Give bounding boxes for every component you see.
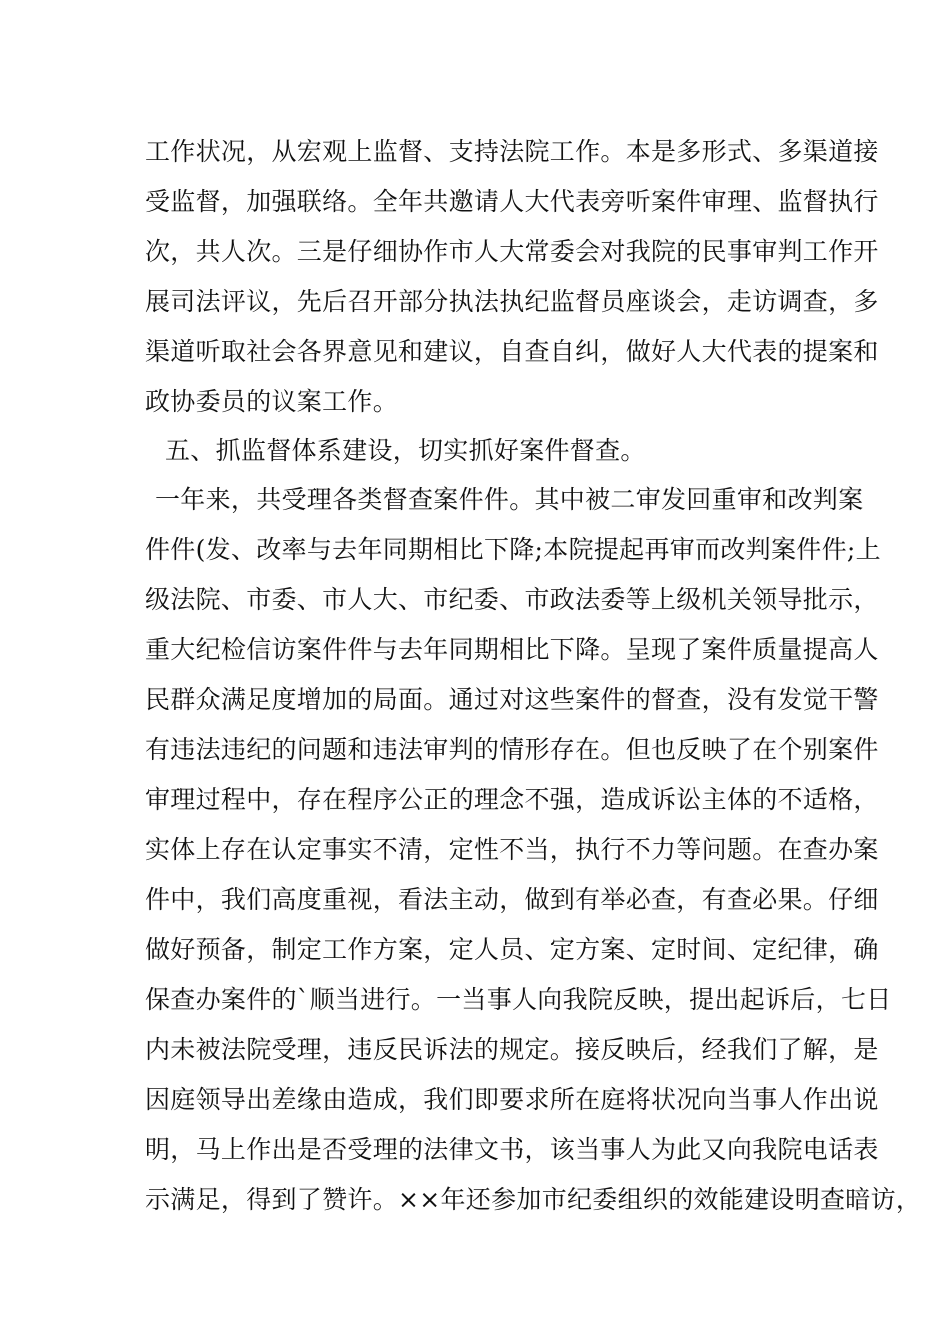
paragraph-line: 受监督，加强联络。全年共邀请人大代表旁听案件审理、监督执行 [145, 187, 879, 216]
paragraph-line: 实体上存在认定事实不清，定性不当，执行不力等问题。在查办案 [145, 835, 879, 864]
section-heading: 五、抓监督体系建设，切实抓好案件督查。 [165, 436, 646, 465]
paragraph-line: 做好预备，制定工作方案，定人员、定方案、定时间、定纪律，确 [145, 935, 879, 964]
paragraph-line: 展司法评议，先后召开部分执法执纪监督员座谈会，走访调查，多 [145, 287, 879, 316]
paragraph-line: 级法院、市委、市人大、市纪委、市政法委等上级机关领导批示， [145, 585, 879, 614]
paragraph-line: 因庭领导出差缘由造成，我们即要求所在庭将状况向当事人作出说 [145, 1085, 879, 1114]
paragraph-line: 有违法违纪的问题和违法审判的情形存在。但也反映了在个别案件 [145, 735, 879, 764]
paragraph-line: 政协委员的议案工作。 [145, 387, 399, 416]
paragraph-line: 示满足，得到了赞许。××年还参加市纪委组织的效能建设明查暗访， [145, 1185, 922, 1214]
paragraph-line: 民群众满足度增加的局面。通过对这些案件的督查，没有发觉干警 [145, 685, 879, 714]
paragraph-line: 保查办案件的`顺当进行。一当事人向我院反映，提出起诉后，七日 [145, 985, 892, 1014]
paragraph-line: 次，共人次。三是仔细协作市人大常委会对我院的民事审判工作开 [145, 237, 879, 266]
paragraph-line: 渠道听取社会各界意见和建议，自查自纠，做好人大代表的提案和 [145, 337, 879, 366]
paragraph-line: 一年来，共受理各类督查案件件。其中被二审发回重审和改判案 [155, 485, 864, 514]
paragraph-line: 重大纪检信访案件件与去年同期相比下降。呈现了案件质量提高人 [145, 635, 879, 664]
paragraph-line: 件中，我们高度重视，看法主动，做到有举必查，有查必果。仔细 [145, 885, 879, 914]
paragraph-line: 件件(发、改率与去年同期相比下降;本院提起再审而改判案件件;上 [145, 535, 881, 564]
paragraph-line: 审理过程中，存在程序公正的理念不强，造成诉讼主体的不适格， [145, 785, 879, 814]
paragraph-line: 工作状况，从宏观上监督、支持法院工作。本是多形式、多渠道接 [145, 137, 879, 166]
paragraph-line: 内未被法院受理，违反民诉法的规定。接反映后，经我们了解，是 [145, 1035, 879, 1064]
paragraph-line: 明，马上作出是否受理的法律文书，该当事人为此又向我院电话表 [145, 1135, 879, 1164]
